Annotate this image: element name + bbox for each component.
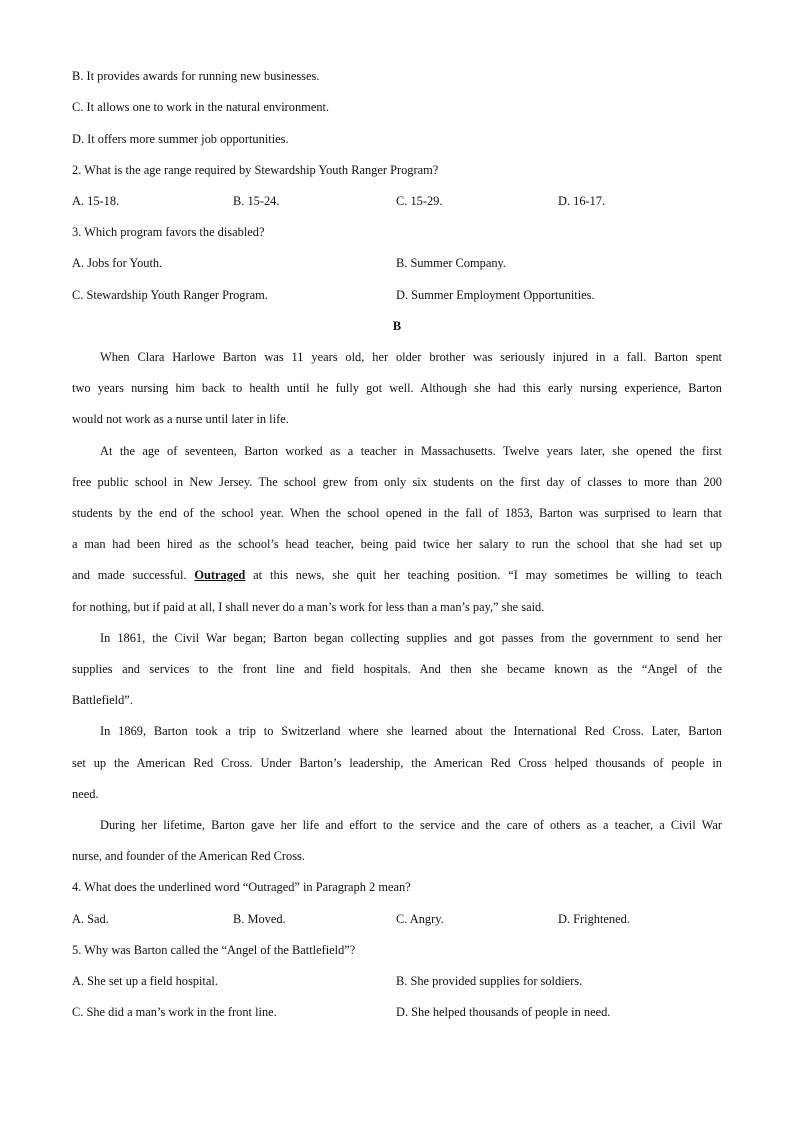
q3-option-c: C. Stewardship Youth Ranger Program.: [72, 288, 268, 302]
p1-line-1: When Clara Harlowe Barton was 11 years old, her older brother was seriously injured in a fall. Barton spent: [100, 350, 722, 364]
q3-stem: 3. Which program favors the disabled?: [72, 225, 265, 239]
q5-option-b: B. She provided supplies for soldiers.: [396, 974, 583, 988]
p3-line-2: supplies and services to the front line and field hospitals. And then she became known as the “Angel of the: [72, 662, 722, 676]
q5-option-a: A. She set up a field hospital.: [72, 974, 218, 988]
underlined-word-outraged: Outraged: [194, 568, 246, 582]
p3-line-1: In 1861, the Civil War began; Barton began collecting supplies and got passes from the government to send her: [100, 631, 722, 645]
q2-option-d: D. 16-17.: [558, 194, 606, 208]
p1-line-2: two years nursing him back to health until he fully got well. Although she had this early nursing experience, Barton: [72, 381, 722, 395]
p2-line-4: a man had been hired as the school’s head teacher, being paid twice her salary to run the school that she had set up: [72, 537, 722, 551]
p4-line-1: In 1869, Barton took a trip to Switzerland where she learned about the International Red Cross. Later, Barton: [100, 724, 722, 738]
p1-line-3: would not work as a nurse until later in life.: [72, 412, 289, 426]
p4-line-2: set up the American Red Cross. Under Barton’s leadership, the American Red Cross helped thousands of people in: [72, 756, 722, 770]
p2-line-6: for nothing, but if paid at all, I shall never do a man’s work for less than a man’s pay,” she said.: [72, 600, 545, 614]
p2-line-2: free public school in New Jersey. The school grew from only six students on the first day of classes to more than 200: [72, 475, 722, 489]
q5-stem: 5. Why was Barton called the “Angel of the Battlefield”?: [72, 943, 356, 957]
p4-line-3: need.: [72, 787, 99, 801]
q5-option-c: C. She did a man’s work in the front line.: [72, 1005, 277, 1019]
q1-option-d: D. It offers more summer job opportunities.: [72, 132, 289, 146]
p3-line-3: Battlefield”.: [72, 693, 133, 707]
q2-option-c: C. 15-29.: [396, 194, 443, 208]
p5-line-2: nurse, and founder of the American Red Cross.: [72, 849, 305, 863]
p2-line-5-pre: and made successful.: [72, 568, 195, 582]
q4-option-d: D. Frightened.: [558, 912, 630, 926]
p2-line-5-post: at this news, she quit her teaching position. “I may sometimes be willing to teach: [245, 568, 722, 582]
q3-option-a: A. Jobs for Youth.: [72, 256, 163, 270]
q5-option-d: D. She helped thousands of people in need.: [396, 1005, 611, 1019]
p5-line-1: During her lifetime, Barton gave her life and effort to the service and the care of others as a teacher, a Civil War: [100, 818, 722, 832]
q4-stem: 4. What does the underlined word “Outraged” in Paragraph 2 mean?: [72, 880, 411, 894]
p2-line-1: At the age of seventeen, Barton worked as a teacher in Massachusetts. Twelve years later, she opened the first: [100, 444, 722, 458]
q4-option-a: A. Sad.: [72, 912, 109, 926]
q1-option-b: B. It provides awards for running new businesses.: [72, 69, 320, 83]
q3-option-d: D. Summer Employment Opportunities.: [396, 288, 595, 302]
p2-line-3: students by the end of the school year. When the school opened in the fall of 1853, Barton was surprised to learn that: [72, 506, 722, 520]
q2-option-b: B. 15-24.: [233, 194, 280, 208]
passage-title: B: [392, 319, 402, 333]
q2-option-a: A. 15-18.: [72, 194, 120, 208]
q4-option-b: B. Moved.: [233, 912, 286, 926]
p2-line-5: [72, 567, 722, 583]
q3-option-b: B. Summer Company.: [396, 256, 507, 270]
q4-option-c: C. Angry.: [396, 912, 444, 926]
q2-stem: 2. What is the age range required by Stewardship Youth Ranger Program?: [72, 163, 439, 177]
q1-option-c: C. It allows one to work in the natural environment.: [72, 100, 330, 114]
